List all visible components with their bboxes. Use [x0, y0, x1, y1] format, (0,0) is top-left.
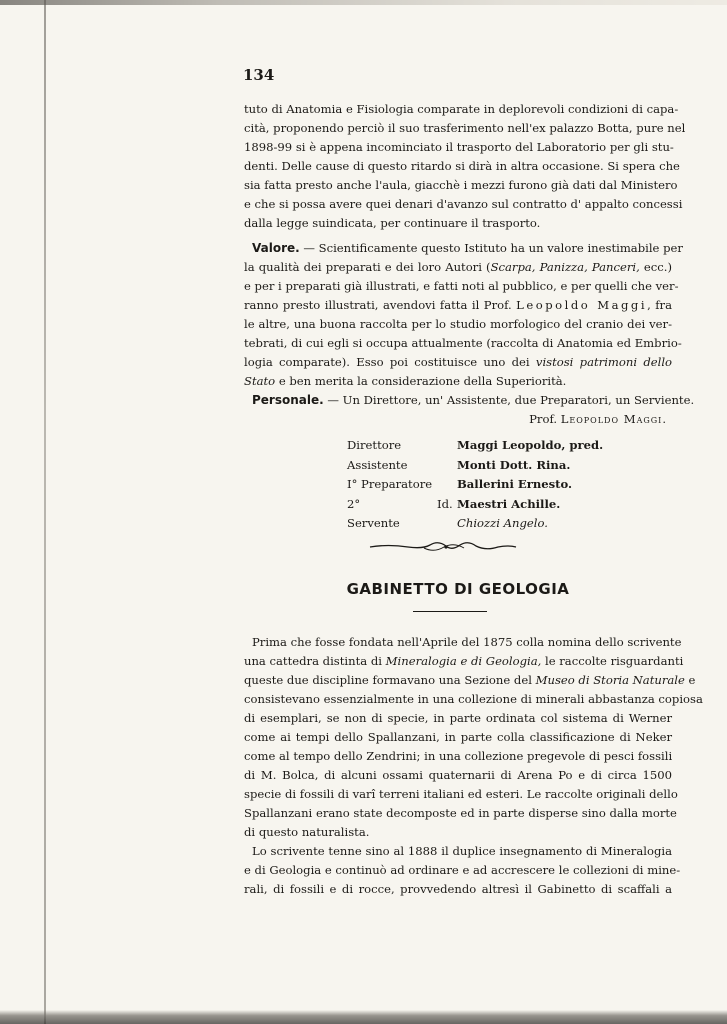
- paragraph-valore: [244, 239, 683, 391]
- staff-row: [347, 514, 603, 534]
- staff-row: [347, 456, 603, 476]
- staff-table: [347, 436, 603, 534]
- valore-heading: Valore.: [252, 241, 300, 255]
- text-line: cità, proponendo perciò il suo trasferimento nell'ex palazzo Botta, pure nel: [244, 121, 686, 135]
- italic-run: Museo di Storia Naturale: [535, 673, 685, 687]
- text-line: [244, 258, 672, 277]
- italic-run: Scarpa, Panizza, Panceri,: [490, 260, 640, 274]
- staff-num: [437, 456, 457, 476]
- staff-role: Assistente: [347, 457, 408, 472]
- italic-run: Mineralogia e di Geologia,: [385, 654, 542, 668]
- text-run: , fra: [647, 298, 672, 312]
- text-run: le raccolte risguardanti: [541, 654, 684, 668]
- section-heading: GABINETTO DI GEOLOGIA: [346, 580, 570, 598]
- text-line: [244, 353, 672, 372]
- staff-role: Servente: [347, 516, 400, 530]
- text-line: tebrati, di cui egli si occupa attualmente (raccolta di Anatomia ed Embrio-: [244, 336, 682, 350]
- text-line: Lo scrivente tenne sino al 1888 il duplice insegnamento di Mineralogia: [252, 844, 672, 858]
- text-line: le altre, una buona raccolta per lo studio morfologico del cranio dei ver-: [244, 317, 672, 331]
- text-line: dalla legge suindicata, per continuare il trasporto.: [244, 216, 541, 230]
- text-run: — Scientificamente questo Istituto ha un valore inestimabile per: [299, 241, 683, 255]
- staff-name: Chiozzi Angelo.: [457, 516, 548, 530]
- text-line: di questo naturalista.: [244, 825, 370, 839]
- text-line: 1898-99 si è appena incominciato il trasporto del Laboratorio per gli stu-: [244, 140, 674, 154]
- text-line: di esemplari, se non di specie, in parte ordinata col sistema di Werner: [244, 711, 672, 725]
- text-run: la qualità dei preparati e dei loro Autori (: [244, 260, 491, 274]
- staff-name: Maggi Leopoldo, pred.: [457, 438, 604, 452]
- text-run: una cattedra distinta di: [244, 654, 386, 668]
- staff-num: [437, 436, 457, 456]
- staff-row: [347, 436, 603, 456]
- text-run: .: [662, 412, 666, 426]
- staff-row: [347, 475, 603, 495]
- staff-num: Id.: [437, 496, 453, 511]
- text-line: Prima che fosse fondata nell'Aprile del 1875 colla nomina dello scrivente: [252, 635, 682, 649]
- paragraph-personale: [244, 391, 695, 429]
- staff-role: Direttore: [347, 438, 402, 452]
- text-run: e ben merita la considerazione della Superiorità.: [275, 374, 567, 388]
- text-line: [244, 239, 683, 258]
- page-left-edge: [44, 0, 46, 1024]
- page-number: 134: [243, 66, 275, 84]
- personale-heading: Personale.: [252, 393, 324, 407]
- text-line: e che si possa avere quei denari d'avanzo sul contratto d' appalto concessi: [244, 197, 683, 211]
- text-run: e: [684, 673, 696, 687]
- text-line: [244, 372, 672, 391]
- page-top-edge: [0, 0, 727, 5]
- paragraph-geologia: [244, 633, 703, 899]
- italic-run: vistosi patrimoni dello: [535, 355, 673, 369]
- text-line: e per i preparati già illustrati, e fatti noti al pubblico, e per quelli che ver-: [244, 279, 679, 293]
- text-line: di M. Bolca, di alcuni ossami quaternarii di Arena Po e di circa 1500: [244, 768, 672, 782]
- text-line: [244, 391, 695, 410]
- text-line: rali, di fossili e di rocce, provvedendo altresì il Gabinetto di scaffali a: [244, 882, 672, 896]
- text-line: sia fatta presto anche l'aula, giacchè i mezzi furono già dati dal Ministero: [244, 178, 678, 192]
- text-run: Prof.: [529, 412, 561, 426]
- text-line: e di Geologia e continuò ad ordinare e ad accrescere le collezioni di mine-: [244, 863, 681, 877]
- staff-row: [347, 495, 603, 515]
- text-run: — Un Direttore, un' Assistente, due Preparatori, un Serviente.: [323, 393, 695, 407]
- spaced-name: Leopoldo Maggi: [516, 298, 648, 312]
- text-line: [244, 296, 672, 315]
- staff-role: 2°: [347, 496, 361, 511]
- staff-role: I° Preparatore: [347, 477, 433, 491]
- signature-name: Leopoldo Maggi: [560, 412, 663, 426]
- staff-name: Ballerini Ernesto.: [457, 477, 573, 491]
- text-line: [244, 671, 696, 690]
- signature: [244, 410, 672, 429]
- heading-rule: [413, 611, 487, 612]
- text-run: logia comparate). Esso poi costituisce uno dei: [244, 355, 536, 369]
- text-run: ranno presto illustrati, avendovi fatta il Prof.: [244, 298, 517, 312]
- italic-run: Stato: [244, 374, 276, 388]
- text-line: tuto di Anatomia e Fisiologia comparate in deplorevoli condizioni di capa-: [244, 102, 679, 116]
- text-line: come al tempo dello Zendrini; in una collezione pregevole di pesci fossili: [244, 749, 673, 763]
- text-line: specie di fossili di varî terreni italiani ed esteri. Le raccolte originali dello: [244, 787, 678, 801]
- staff-name: Maestri Achille.: [457, 496, 561, 511]
- page-bottom-edge: [0, 1010, 727, 1024]
- text-line: Spallanzani erano state decomposte ed in parte disperse sino dalla morte: [244, 806, 677, 820]
- text-run: ecc.): [639, 260, 672, 274]
- text-line: consistevano essenzialmente in una collezione di minerali abbastanza copiosa: [244, 692, 703, 706]
- paragraph-anatomia: [244, 100, 686, 233]
- ornament-divider-icon: [368, 539, 518, 555]
- staff-num: [437, 514, 457, 534]
- staff-num: [437, 475, 457, 495]
- text-line: [244, 652, 684, 671]
- text-line: come ai tempi dello Spallanzani, in parte colla classificazione di Neker: [244, 730, 672, 744]
- staff-name: Monti Dott. Rina.: [457, 457, 571, 472]
- text-run: queste due discipline formavano una Sezione del: [244, 673, 536, 687]
- text-line: denti. Delle cause di questo ritardo si dirà in altra occasione. Si spera che: [244, 159, 680, 173]
